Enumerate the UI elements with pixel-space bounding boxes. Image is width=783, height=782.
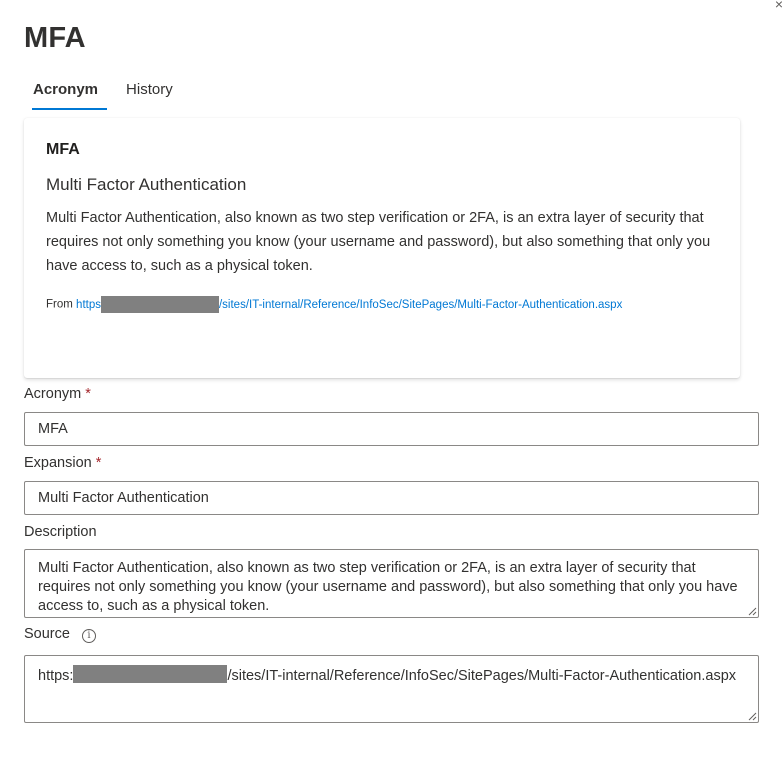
card-acronym: MFA bbox=[46, 141, 80, 158]
acronym-label-text: Acronym bbox=[24, 386, 82, 402]
description-label: Description bbox=[24, 524, 97, 540]
tab-acronym[interactable]: Acronym bbox=[24, 80, 107, 110]
card-link-suffix: /sites/IT-internal/Reference/InfoSec/SitePages/Multi-Factor-Authentication.aspx bbox=[218, 298, 623, 311]
card-source-link[interactable] bbox=[76, 299, 622, 311]
required-mark: * bbox=[95, 455, 102, 471]
source-suffix: /sites/IT-internal/Reference/InfoSec/SitePages/Multi-Factor-Authentication.aspx bbox=[227, 668, 737, 684]
required-mark: * bbox=[85, 386, 91, 402]
source-label bbox=[24, 626, 96, 643]
acronym-label bbox=[24, 386, 91, 402]
card-source bbox=[46, 296, 718, 313]
acronym-input[interactable]: MFA bbox=[24, 412, 759, 446]
source-prefix: https: bbox=[38, 668, 74, 684]
description-textarea[interactable] bbox=[24, 549, 759, 618]
close-icon[interactable]: × bbox=[774, 0, 783, 12]
page-title: MFA bbox=[24, 22, 86, 54]
expansion-input[interactable]: Multi Factor Authentication bbox=[24, 481, 759, 515]
expansion-label bbox=[24, 455, 101, 471]
card-from-label: From bbox=[46, 298, 73, 311]
description-text: Multi Factor Authentication, also known as two step verification or 2FA, is an extra layer of security that requires not only something you know (your username and password), but also something that only you have access to, such as a physical token. bbox=[38, 560, 738, 614]
resize-grip-icon[interactable] bbox=[747, 606, 757, 616]
redacted-block bbox=[73, 665, 227, 683]
tab-history[interactable]: History bbox=[126, 81, 173, 98]
expansion-label-text: Expansion bbox=[24, 455, 92, 471]
redacted-block bbox=[101, 296, 219, 313]
card-description: Multi Factor Authentication, also known as two step verification or 2FA, is an extra layer of security that requires not only something you know (your username and password), but also something that only you have access to, such as a physical token. bbox=[46, 210, 711, 274]
info-icon[interactable]: i bbox=[82, 629, 96, 643]
resize-grip-icon[interactable] bbox=[747, 711, 757, 721]
source-label-text: Source bbox=[24, 626, 70, 642]
tab-bar bbox=[24, 80, 182, 112]
card-link-prefix: https bbox=[76, 298, 101, 311]
card-expansion: Multi Factor Authentication bbox=[46, 175, 247, 194]
source-textarea[interactable] bbox=[24, 655, 759, 723]
acronym-preview-card bbox=[24, 118, 740, 378]
